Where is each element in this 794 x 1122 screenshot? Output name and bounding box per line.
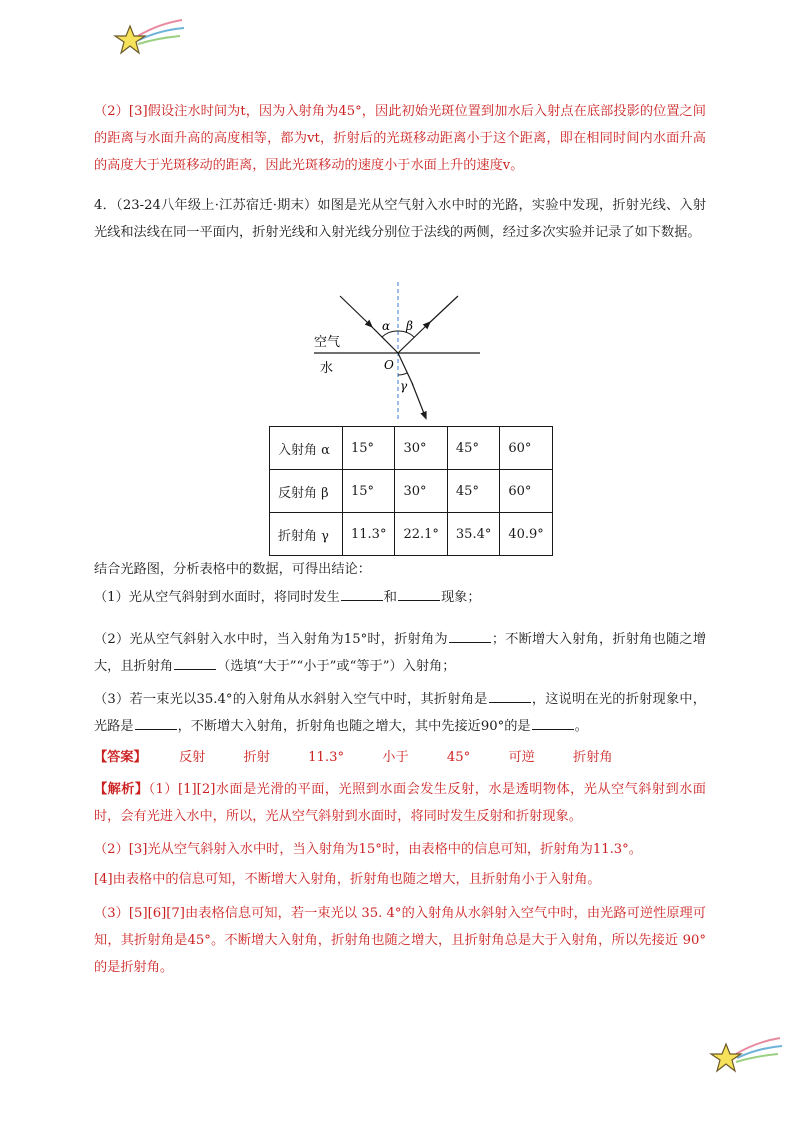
table-cell: 15° [343,427,395,470]
answer-blank[interactable] [174,655,216,670]
table-cell: 22.1° [395,513,447,556]
analysis-part2: （2）[3]光从空气斜射入水中时，当入射角为15°时，由表格中的信息可知，折射角为11.3°。 [94,842,642,857]
label-air: 空气 [314,335,341,350]
conclusion-intro: 结合光路图，分析表格中的数据，可得出结论： [94,562,371,577]
answer-item: 45° [446,750,471,765]
table-row [270,470,553,513]
label-gamma: γ [400,379,408,393]
label-alpha: α [382,319,391,333]
light-path-diagram [300,282,500,422]
previous-answer-part2: （2）[3]假设注水时间为t，因为入射角为45°，因此初始光斑位置到加水后入射点在底部投影的位置之间的距离与水面升高的高度相等，都为vt，折射后的光斑移动距离小于这个距离，即在相同时间内水面升高的高度大于光斑移动的距离，因此光斑移动的速度小于水面上升的速度v。 [94,104,706,173]
table-cell: 30° [395,427,447,470]
reflected-ray [398,324,428,353]
table-cell: 40.9° [500,513,552,556]
table-cell: 45° [447,427,499,470]
question-4-stem: 4．（23-24八年级上·江苏宿迁·期末）如图是光从空气射入水中时的光路，实验中发现，折射光线、入射光线和法线在同一平面内，折射光线和入射光线分别位于法线的两侧，经过多次实验并记录了如下数据。 [94,198,706,240]
answer-item: 11.3° [308,750,345,765]
answer-item: 折射角 [573,750,613,765]
answer-row [94,744,647,771]
table-cell: 35.4° [447,513,499,556]
answer-item: 反射 [178,750,206,765]
table-cell: 11.3° [343,513,395,556]
table-row [270,427,553,470]
row-header: 反射角 β [270,470,343,513]
sub-question-2: （2）光从空气斜射入水中时，当入射角为15°时，折射角为 ；不断增大入射角，折射角也随之增大，且折射角 （选填“大于”“小于”或“等于”）入射角； [94,626,706,680]
analysis-part1: 【解析】（1）[1][2]水面是光滑的平面，光照到水面会发生反射，水是透明物体，光从空气斜射到水面时，会有光进入水中，所以，光从空气斜射到水面时，将同时发生反射和折射现象。 [94,782,706,824]
table-cell: 60° [500,427,552,470]
row-header: 入射角 α [270,427,343,470]
answer-blank[interactable] [398,586,440,601]
answer-item: 可逆 [508,750,535,765]
table-cell: 60° [500,470,552,513]
sub-question-1: （1）光从空气斜射到水面时，将同时发生 和 现象； [94,584,706,611]
table-cell: 15° [343,470,395,513]
analysis-tag: 【解析】 [94,782,149,797]
answer-blank[interactable] [532,715,574,730]
answer-tag: 【答案】 [94,750,147,765]
answer-blank[interactable] [341,586,383,601]
table-cell: 30° [395,470,447,513]
shooting-star-icon [706,1030,786,1080]
table-row [270,513,553,556]
incident-ray [340,296,370,325]
answer-item: 小于 [382,750,409,765]
answer-blank[interactable] [449,628,491,643]
answer-blank[interactable] [135,715,177,730]
analysis-part3: [4]由表格中的信息可知，不断增大入射角，折射角也随之增大，且折射角小于入射角。 [94,872,601,887]
analysis-part4: （3）[5][6][7]由表格信息可知，若一束光以 35. 4°的入射角从水斜射入空气中时，由光路可逆性原理可知，其折射角是45°。不断增大入射角，折射角也随之增大，且折射角总是大于入射角，所以先接近 90°的是折射角。 [94,906,706,975]
answer-blank[interactable] [489,688,531,703]
label-origin: O [384,358,394,372]
sub-question-3: （3）若一束光以35.4°的入射角从水斜射入空气中时，其折射角是 ，这说明在光的折射现象中，光路是 ，不断增大入射角，折射角也随之增大，其中先接近90°的是 。 [94,686,706,740]
table-cell: 45° [447,470,499,513]
label-beta: β [406,319,413,333]
shooting-star-icon [108,14,188,64]
angle-data-table [269,426,553,556]
answer-item: 折射 [243,750,270,765]
row-header: 折射角 γ [270,513,343,556]
label-water: 水 [320,361,334,376]
